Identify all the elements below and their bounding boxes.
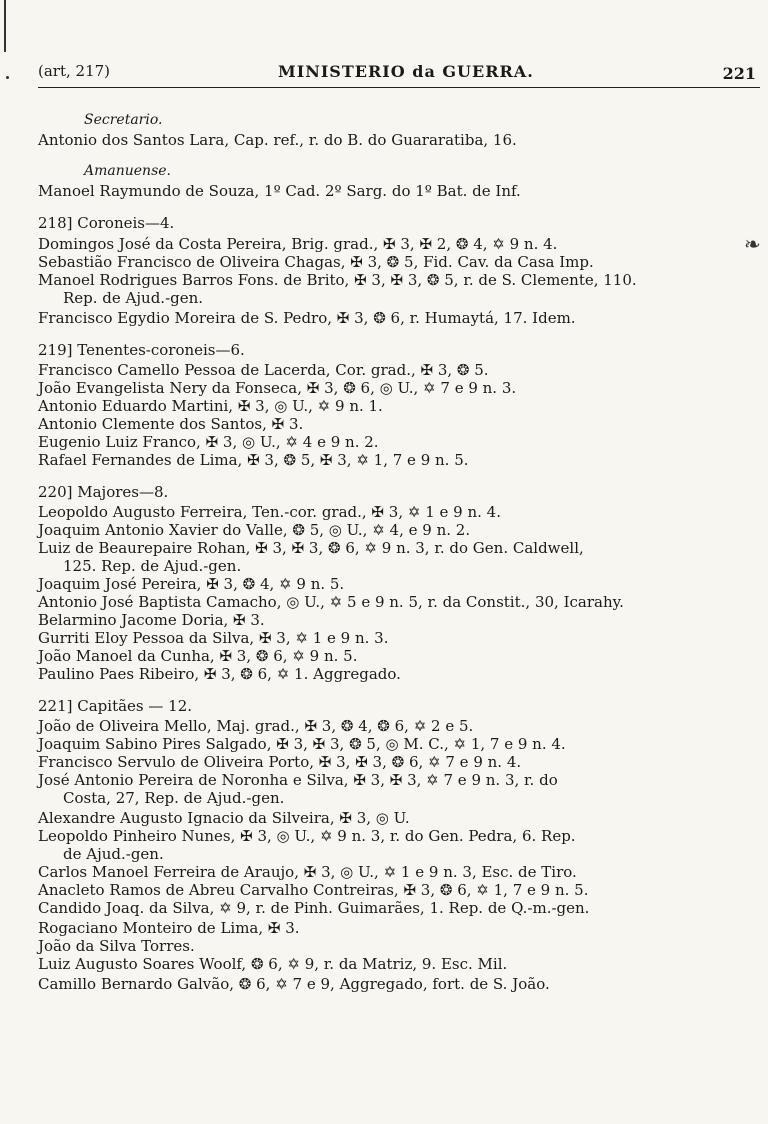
text-line: Francisco Servulo de Oliveira Porto, ✠ 3, ✠ 3, ❂ 6, ✡ 7 e 9 n. 4. [38, 753, 522, 771]
text-line: Candido Joaq. da Silva, ✡ 9, r. de Pinh. Guimarães, 1. Rep. de Q.-m.-gen. [38, 899, 590, 917]
text-line: Costa, 27, Rep. de Ajud.-gen. [63, 789, 285, 807]
text-line: 220] Majores—8. [38, 483, 169, 501]
text-line: João de Oliveira Mello, Maj. grad., ✠ 3, ❂ 4, ❂ 6, ✡ 2 e 5. [38, 717, 474, 735]
text-line: 125. Rep. de Ajud.-gen. [63, 557, 242, 575]
text-line: João Manoel da Cunha, ✠ 3, ❂ 6, ✡ 9 n. 5. [38, 647, 358, 665]
text-line: José Antonio Pereira de Noronha e Silva, ✠ 3, ✠ 3, ✡ 7 e 9 n. 3, r. do [38, 771, 558, 789]
text-line: Francisco Camello Pessoa de Lacerda, Cor. grad., ✠ 3, ❂ 5. [38, 361, 489, 379]
text-line: Gurriti Eloy Pessoa da Silva, ✠ 3, ✡ 1 e 9 n. 3. [38, 629, 389, 647]
text-line: Amanuense. [84, 163, 171, 179]
text-line: Manoel Rodrigues Barros Fons. de Brito, ✠ 3, ✠ 3, ❂ 5, r. de S. Clemente, 110. [38, 271, 637, 289]
page-number: 221 [722, 64, 756, 83]
text-line: Rafael Fernandes de Lima, ✠ 3, ❂ 5, ✠ 3, ✡ 1, 7 e 9 n. 5. [38, 451, 469, 469]
text-line: João Evangelista Nery da Fonseca, ✠ 3, ❂ 6, ◎ U., ✡ 7 e 9 n. 3. [38, 379, 517, 397]
text-line: Joaquim José Pereira, ✠ 3, ❂ 4, ✡ 9 n. 5. [38, 575, 345, 593]
margin-dot [6, 76, 9, 79]
text-line: 221] Capitães — 12. [38, 697, 193, 715]
text-line: Antonio dos Santos Lara, Cap. ref., r. do B. do Guararatiba, 16. [38, 131, 517, 149]
text-line: Leopoldo Pinheiro Nunes, ✠ 3, ◎ U., ✡ 9 n. 3, r. do Gen. Pedra, 6. Rep. [38, 827, 576, 845]
text-line: João da Silva Torres. [38, 937, 195, 955]
text-line: Manoel Raymundo de Souza, 1º Cad. 2º Sarg. do 1º Bat. de Inf. [38, 182, 521, 200]
header-title: MINISTERIO da GUERRA. [278, 62, 534, 81]
text-line: Francisco Egydio Moreira de S. Pedro, ✠ 3, ❂ 6, r. Humaytá, 17. Idem. [38, 309, 576, 327]
text-line: Rep. de Ajud.-gen. [63, 289, 204, 307]
text-line: Luiz Augusto Soares Woolf, ❂ 6, ✡ 9, r. da Matriz, 9. Esc. Mil. [38, 955, 508, 973]
text-line: Luiz de Beaurepaire Rohan, ✠ 3, ✠ 3, ❂ 6, ✡ 9 n. 3, r. do Gen. Caldwell, [38, 539, 584, 557]
text-line: Sebastião Francisco de Oliveira Chagas, ✠ 3, ❂ 5, Fid. Cav. da Casa Imp. [38, 253, 594, 271]
text-line: Antonio Eduardo Martini, ✠ 3, ◎ U., ✡ 9 n. 1. [38, 397, 383, 415]
header-article-ref: (art, 217) [38, 62, 111, 80]
text-line: Eugenio Luiz Franco, ✠ 3, ◎ U., ✡ 4 e 9 n. 2. [38, 433, 379, 451]
text-line: Secretario. [84, 112, 163, 128]
text-line: Paulino Paes Ribeiro, ✠ 3, ❂ 6, ✡ 1. Aggregado. [38, 665, 401, 683]
text-line: Belarmino Jacome Doria, ✠ 3. [38, 611, 265, 629]
text-line: Domingos José da Costa Pereira, Brig. grad., ✠ 3, ✠ 2, ❂ 4, ✡ 9 n. 4. [38, 235, 558, 253]
text-line: Alexandre Augusto Ignacio da Silveira, ✠ 3, ◎ U. [38, 809, 410, 827]
header-rule [38, 87, 760, 88]
text-line: Camillo Bernardo Galvão, ❂ 6, ✡ 7 e 9, Aggregado, fort. de S. João. [38, 975, 550, 993]
text-line: 219] Tenentes-coroneis—6. [38, 341, 245, 359]
page-header [38, 62, 760, 84]
text-line: 218] Coroneis—4. [38, 214, 175, 232]
text-line: Rogaciano Monteiro de Lima, ✠ 3. [38, 919, 300, 937]
text-line: Anacleto Ramos de Abreu Carvalho Contreiras, ✠ 3, ❂ 6, ✡ 1, 7 e 9 n. 5. [38, 881, 589, 899]
left-margin-line [4, 0, 6, 52]
text-line: Joaquim Antonio Xavier do Valle, ❂ 5, ◎ U., ✡ 4, e 9 n. 2. [38, 521, 471, 539]
text-line: Carlos Manoel Ferreira de Araujo, ✠ 3, ◎ U., ✡ 1 e 9 n. 3, Esc. de Tiro. [38, 863, 577, 881]
text-line: Antonio José Baptista Camacho, ◎ U., ✡ 5 e 9 n. 5, r. da Constit., 30, Icarahy. [38, 593, 624, 611]
text-line: Antonio Clemente dos Santos, ✠ 3. [38, 415, 304, 433]
margin-mark: ❧ [744, 232, 761, 256]
text-line: Joaquim Sabino Pires Salgado, ✠ 3, ✠ 3, ❂ 5, ◎ M. C., ✡ 1, 7 e 9 n. 4. [38, 735, 566, 753]
text-line: de Ajud.-gen. [63, 845, 164, 863]
text-line: Leopoldo Augusto Ferreira, Ten.-cor. grad., ✠ 3, ✡ 1 e 9 n. 4. [38, 503, 501, 521]
